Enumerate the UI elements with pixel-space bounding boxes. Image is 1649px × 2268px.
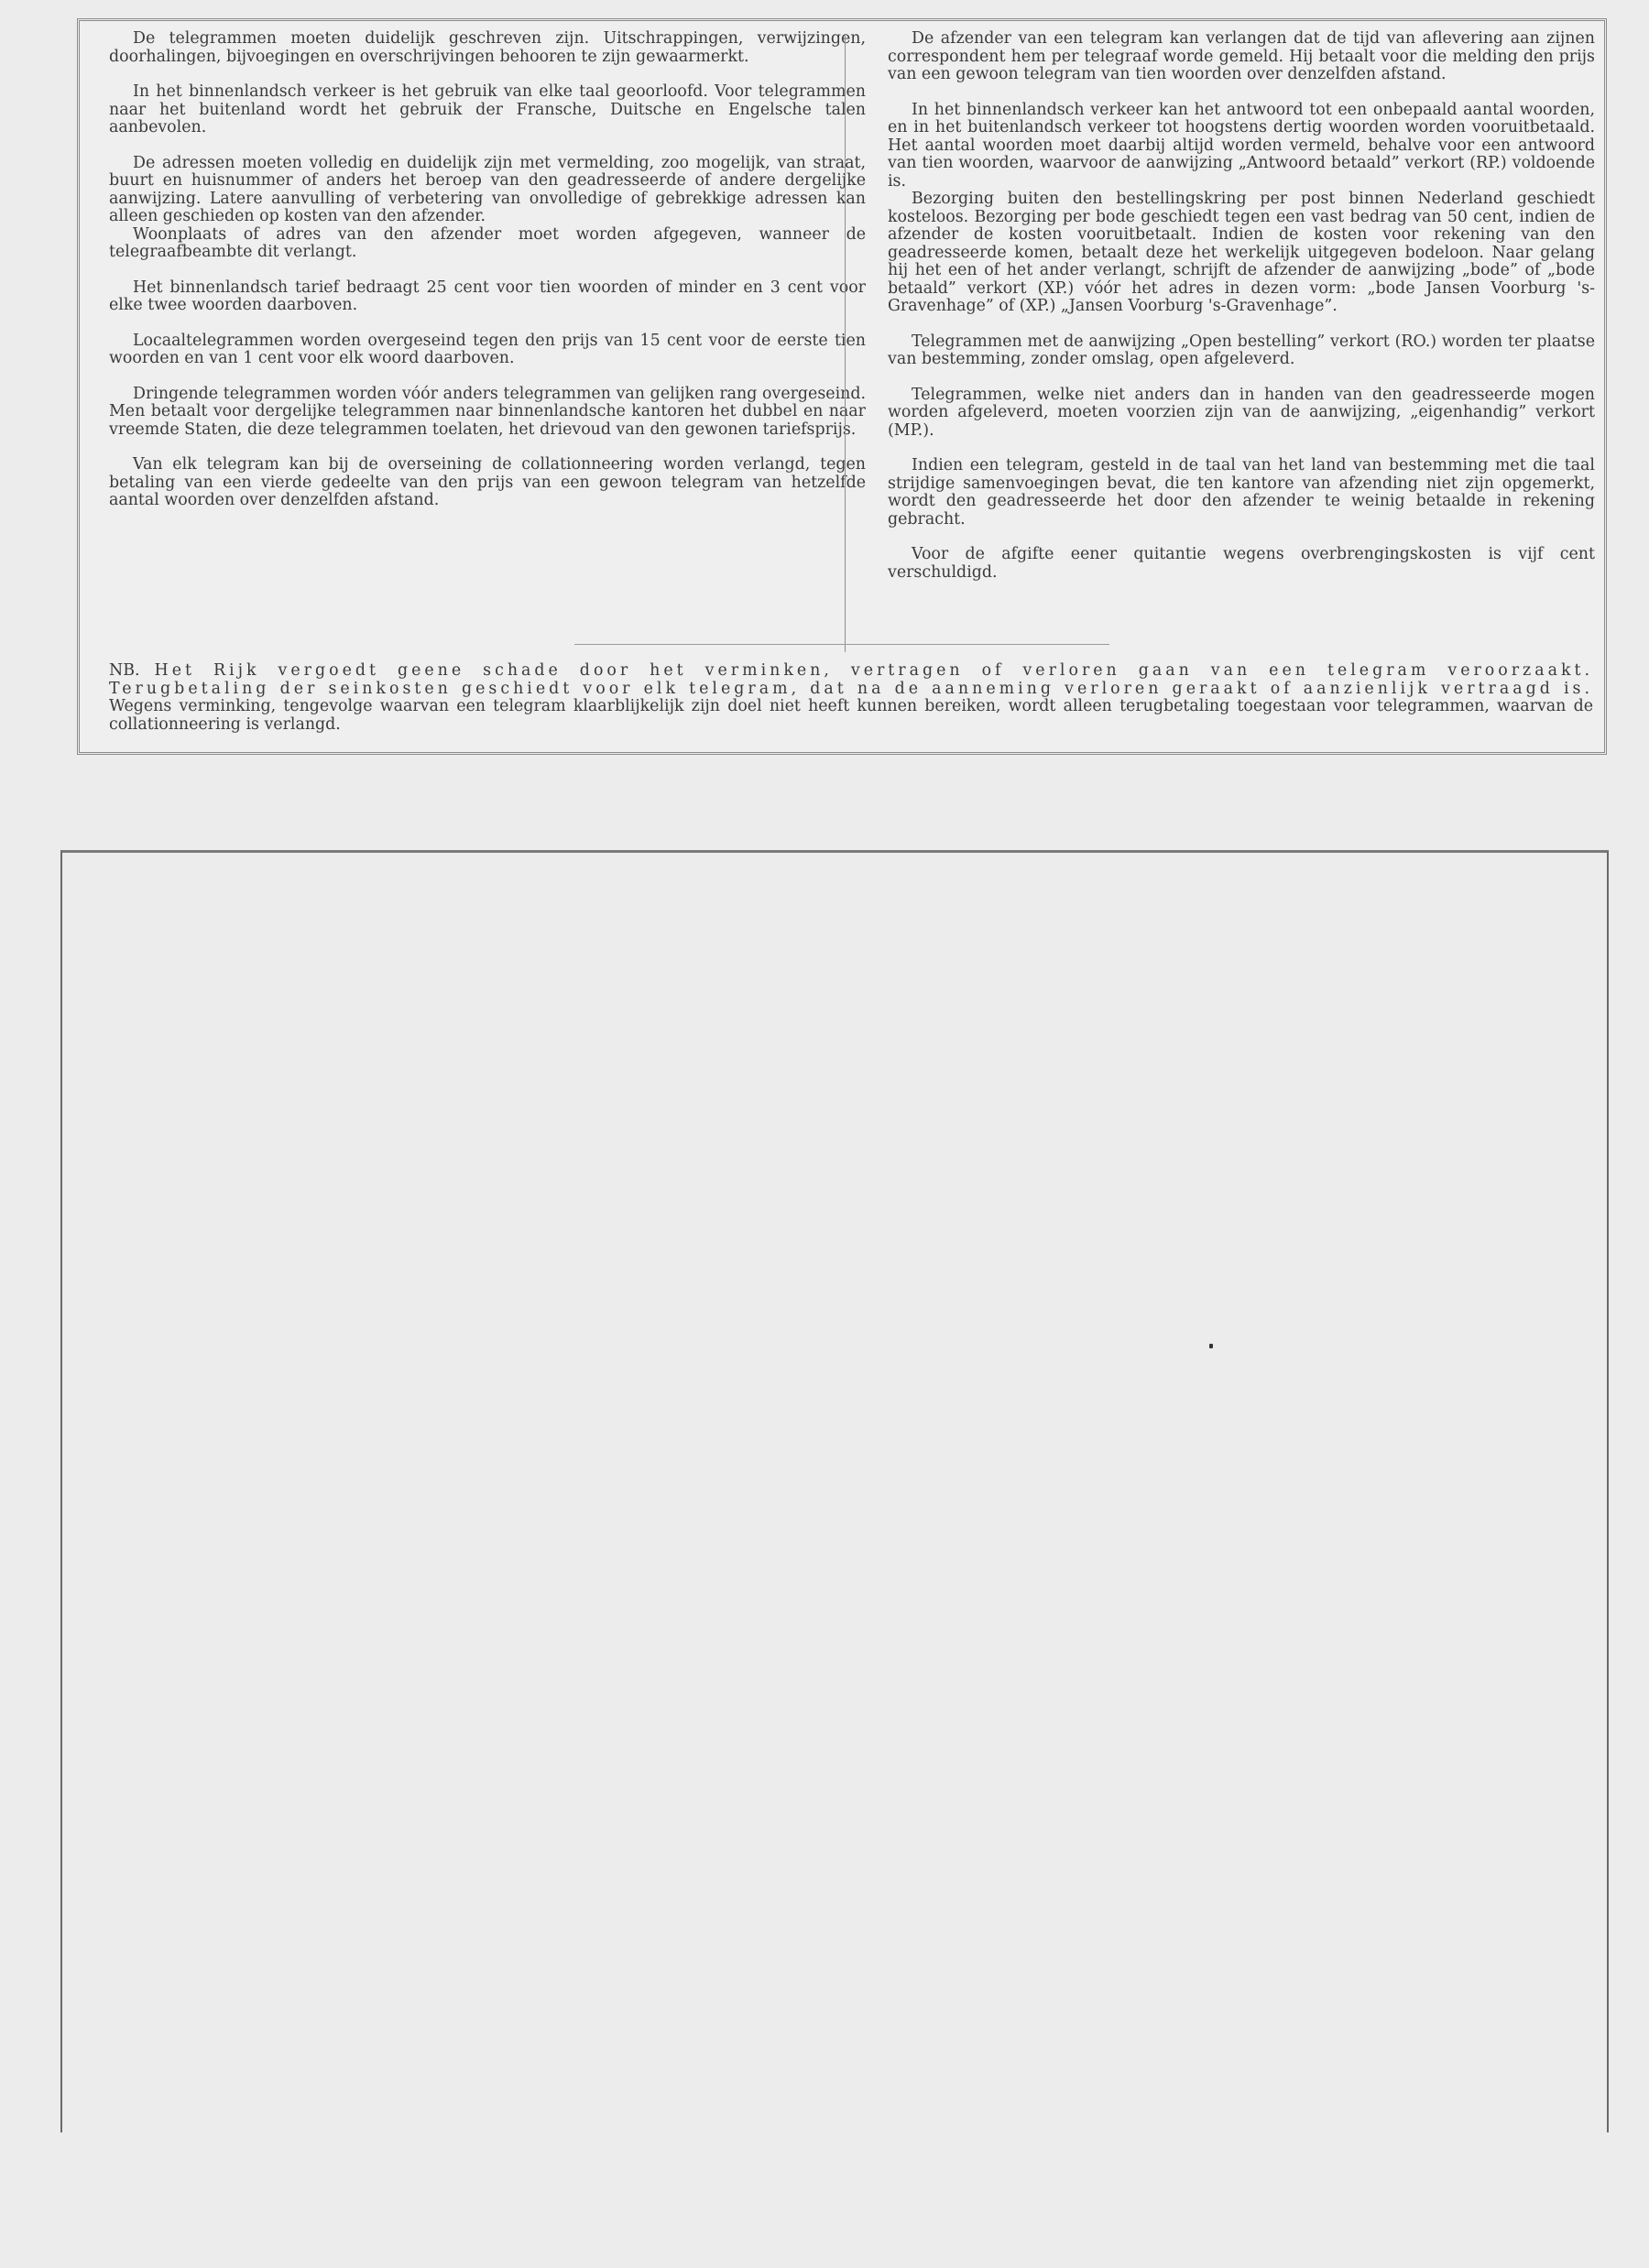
paragraph-prepaid-reply: In het binnenlandsch verkeer kan het antwoord tot een onbepaald aantal woorden, en in het buitenlandsch verkeer tot hoogstens dertig woorden worden vooruitbetaald. Het aantal woorden moet daarbij altijd worden vermeld, behalve voor een antwoord van tien woorden, waarvoor de aanwijzing „Antwoord betaald” verkort (RP.) voldoende is. <box>888 100 1595 191</box>
ink-speck <box>1209 1344 1213 1348</box>
nb-label: NB. <box>109 661 140 680</box>
paragraph-language: In het binnenlandsch verkeer is het gebruik van elke taal geoorloofd. Voor telegrammen naar het buitenland wordt het gebruik der Fransche, Duitsche en Engelsche talen aanbevolen. <box>109 82 866 136</box>
paragraph-corrections: De telegrammen moeten duidelijk geschreven zijn. Uitschrappingen, verwijzingen, doorhalingen, bijvoegingen en overschrijvingen behooren te zijn gewaarmerkt. <box>109 29 866 66</box>
paragraph-local-telegrams: Locaaltelegrammen worden overgeseind tegen den prijs van 15 cent voor de eerste tien woorden en van 1 cent voor elk woord daarboven. <box>109 331 866 367</box>
instructions-box <box>77 18 1607 755</box>
paragraph-delivery-notice: De afzender van een telegram kan verlangen dat de tijd van aflevering aan zijnen correspondent hem per telegraaf worde gemeld. Hij betaalt voor die melding den prijs van een gewoon telegram van tien woorden over denzelfden afstand. <box>888 29 1595 83</box>
paragraph-addresses: De adressen moeten volledig en duidelijk zijn met vermelding, zoo mogelijk, van straat, buurt en huisnummer of anders het beroep van den geadresseerde of andere dergelijke aanwijzing. Latere aanvulling of verbetering van onvolledige of gebrekkige adressen kan alleen geschieden op kosten van den afzender. <box>109 153 866 225</box>
liability-sentence: Het Rijk vergoedt geene schade door het verminken, vertragen of verloren gaan van een telegram veroorzaakt. <box>154 661 1594 680</box>
paragraph-collation: Van elk telegram kan bij de overseining de collationneering worden verlangd, tegen betaling van een vierde gedeelte van den prijs van een gewoon telegram van hetzelfde aantal woorden over denzelfden afstand. <box>109 455 866 509</box>
blank-form-area <box>60 850 1609 2132</box>
section-rule <box>574 644 1109 645</box>
paragraph-open-delivery: Telegrammen met de aanwijzing „Open bestelling” verkort (RO.) worden ter plaatse van bestemming, zonder omslag, open afgeleverd. <box>888 332 1595 368</box>
column-divider <box>845 34 846 652</box>
liability-note <box>109 662 1593 734</box>
paragraph-urgent-telegrams: Dringende telegrammen worden vóór anders telegrammen van gelijken rang overgeseind. Men betaalt voor dergelijke telegrammen naar binnenlandsche kantoren het dubbel en naar vreemde Staten, die deze telegrammen toelaten, het drievoud van den gewonen tariefsprijs. <box>109 384 866 439</box>
paragraph-domestic-tariff: Het binnenlandsch tarief bedraagt 25 cent voor tien woorden of minder en 3 cent voor elke twee woorden daarboven. <box>109 278 866 314</box>
mutilation-sentence: Wegens verminking, tengevolge waarvan een telegram klaarblijkelijk zijn doel niet heeft kunnen bereiken, wordt alleen terugbetaling toegestaan voor telegrammen, waarvan de collationneering is verlangd. <box>109 697 1593 734</box>
paragraph-sender-address: Woonplaats of adres van den afzender moet worden afgegeven, wanneer de telegraafbeambte dit verlangt. <box>109 224 866 261</box>
paragraph-receipt-fee: Voor de afgifte eener quitantie wegens overbrengingskosten is vijf cent verschuldigd. <box>888 545 1595 582</box>
paragraph-courier-delivery: Bezorging buiten den bestellingskring per post binnen Nederland geschiedt kosteloos. Bezorging per bode geschiedt tegen een vast bedrag van 50 cent, indien de afzender de kosten vooruitbetaalt. Indien de kosten voor rekening van den geadresseerde komen, betaalt deze het werkelijk uitgegeven bodeloon. Naar gelang hij het een of het ander verlangt, schrijft de afzender de aanwijzing „bode” of „bode betaald” verkort (XP.) vóór het adres in dezen vorm: „bode Jansen Voorburg 's-Gravenhage” of (XP.) „Jansen Voorburg 's-Gravenhage”. <box>888 190 1595 315</box>
refund-sentence: Terugbetaling der seinkosten geschiedt voor elk telegram, dat na de aanneming verloren geraakt of aanzienlijk vertraagd is. <box>109 679 1593 698</box>
paragraph-language-surcharge: Indien een telegram, gesteld in de taal van het land van bestemming met die taal strijdige samenvoegingen bevat, die ten kantore van afzending niet zijn opgemerkt, wordt den geadresseerde het door den afzender te weinig betaalde in rekening gebracht. <box>888 456 1595 529</box>
instructions-right-column <box>888 30 1595 599</box>
paragraph-personal-delivery: Telegrammen, welke niet anders dan in handen van den geadresseerde mogen worden afgeleverd, moeten voorzien zijn van de aanwijzing, „eigenhandig” verkort (MP.). <box>888 385 1595 440</box>
instructions-left-column <box>109 30 866 528</box>
